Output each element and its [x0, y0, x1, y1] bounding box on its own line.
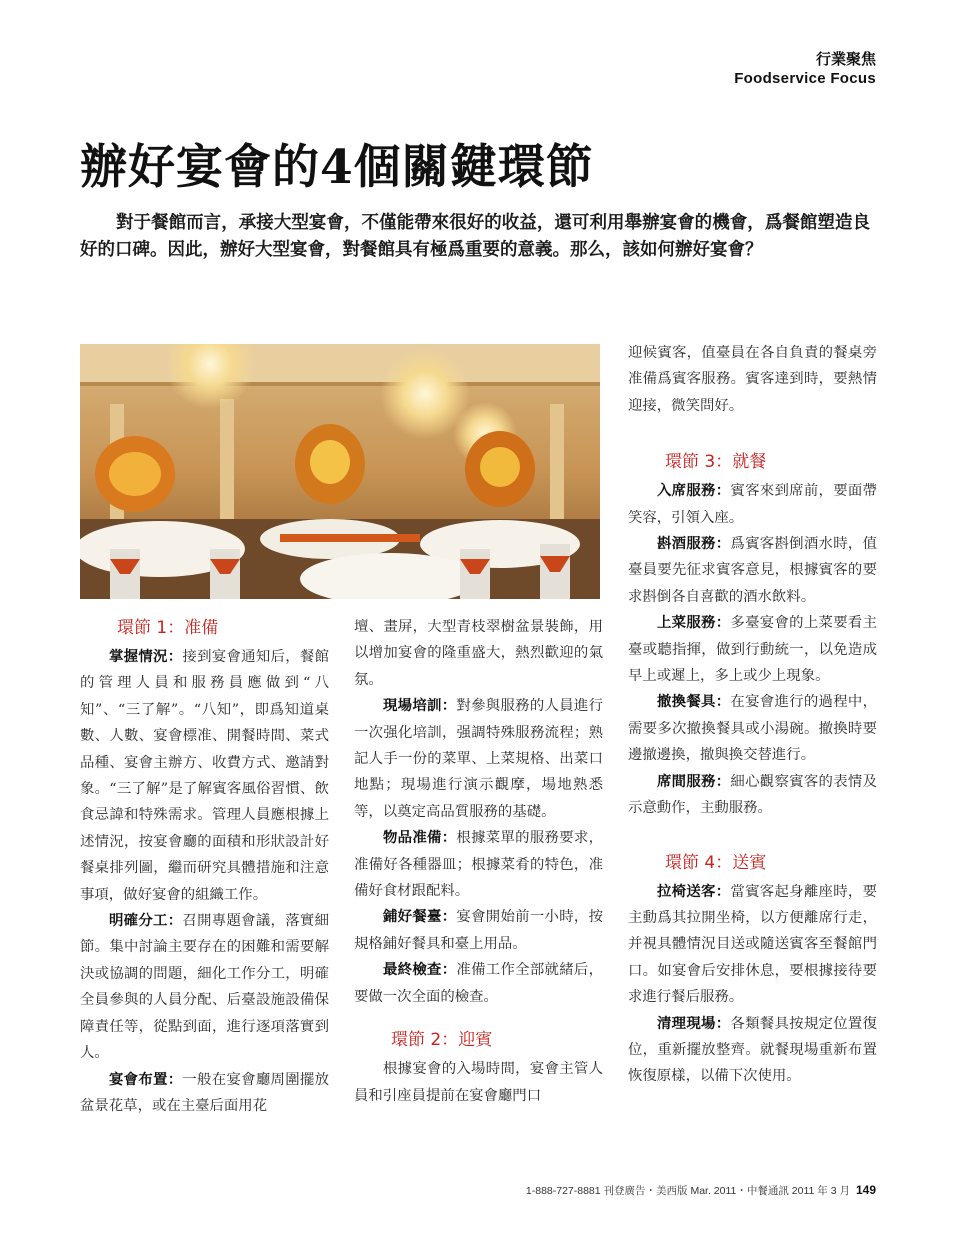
paragraph-text: 壇、畫屏，大型青枝翠樹盆景裝飾，用以增加宴會的隆重盛大，熱烈歡迎的氣氛。: [354, 619, 603, 688]
paragraph-label: 掌握情況：: [109, 648, 183, 665]
paragraph-decoration: [80, 1067, 329, 1120]
paragraph-text: 賓客來到席前，要面帶笑容，引領入座。: [628, 483, 877, 526]
paragraph-supplies: [354, 825, 603, 904]
paragraph-label: 物品准備：: [383, 829, 457, 847]
footer-text: 1-888-727-8881 刊登廣告・美西版 Mar. 2011・中餐通訊 2011 年 3 月: [525, 1185, 850, 1197]
paragraph-text: 爲賓客斟倒酒水時，值臺員要先征求賓客意見，根據賓客的要求斟倒各自喜歡的酒水飲料。: [628, 536, 877, 605]
paragraph-text: 多臺宴會的上菜要看主臺或聽指揮，做到行動統一，以免造成早上或遲上，多上或少上現象。: [628, 615, 877, 685]
paragraph-text: 准備工作全部就緒后，要做一次全面的檢查。: [354, 962, 603, 1005]
paragraph-label: 明確分工：: [109, 912, 183, 930]
intro-paragraph: 對于餐館而言，承接大型宴會，不僅能帶來很好的收益，還可利用舉辦宴會的機會，爲餐館塑造良好的口碑。因此，辦好大型宴會，對餐館具有極爲重要的意義。那么，該如何辦好宴會？: [80, 213, 870, 260]
paragraph-text: 根據宴會的入場時間，宴會主管人員和引座員提前在宴會廳門口: [354, 1061, 603, 1104]
paragraph-text: 接到宴會通知后，餐館的管理人員和服務員應做到“八知”、“三了解”。“八知”，即爲知道桌數、人數、宴會標准、開餐時間、菜式品種、宴會主辦方、收費方式、邀請對象。“三了解”是了解賓客風俗習慣、飲食忌諱和特殊需求。管理人員應根據上述情況，按宴會廳的面積和形狀設計好餐桌排列圖，繼而研究具體措施和注意事項，做好宴會的組織工作。: [80, 649, 329, 903]
paragraph-text: 迎候賓客，值臺員在各自負責的餐桌旁准備爲賓客服務。賓客達到時，要熱情迎接，微笑問好。: [628, 345, 877, 414]
paragraph-label: 入席服務：: [657, 482, 731, 500]
paragraph-text: 一般在宴會廳周圍擺放盆景花草，或在主臺后面用花: [80, 1071, 329, 1114]
section-heading-dining: 環節 3：就餐: [665, 452, 767, 473]
paragraph-wine: [628, 531, 877, 610]
paragraph-seeing-off: [628, 879, 877, 1011]
section-heading-welcome: 環節 2：迎賓: [391, 1030, 493, 1051]
paragraph-text: 當賓客起身離座時，要主動爲其拉開坐椅，以方便離席行走，并視具體情況目送或隨送賓客至餐館門口。如宴會后安排休息，要根據接待要求進行餐后服務。: [628, 883, 877, 1006]
paragraph-text: 對參與服務的人員進行一次强化培訓，强調特殊服務流程；熟記人手一份的菜單、上菜規格、出菜口地點；現場進行演示觀摩，場地熟悉等，以奠定高品質服務的基礎。: [354, 698, 603, 820]
paragraph-serving: [628, 610, 877, 689]
section-title-cn: 行業聚焦: [815, 50, 876, 68]
paragraph-text: 根據菜單的服務要求，准備好各種器皿；根據菜肴的特色，准備好食材跟配料。: [354, 830, 603, 900]
paragraph-division: [80, 908, 329, 1066]
section-heading-prepare: 環節 1：准備: [117, 618, 219, 638]
paragraph-welcome: [354, 1056, 603, 1109]
paragraph-label: 現場培訓：: [383, 697, 457, 715]
paragraph-label: 清理現場：: [657, 1014, 731, 1032]
column-3: [628, 340, 877, 1090]
paragraph-text: 在宴會進行的過程中，需要多次撤換餐具或小湯碗。撤換時要邊撤邊換，撤與換交替進行。: [628, 694, 877, 764]
paragraph-label: 斟酒服務：: [657, 535, 731, 553]
paragraph-text: 召開專題會議，落實細節。集中討論主要存在的困難和需要解決或協調的問題，細化工作分工，明確全員參與的人員分配、后臺設施設備保障責任等，從點到面，進行逐項落實到人。: [80, 913, 329, 1062]
paragraph-situation: [80, 644, 329, 908]
paragraph-label: 拉椅送客：: [657, 882, 731, 900]
section-title-en: Foodservice Focus: [734, 70, 876, 87]
column-1: [80, 615, 329, 1119]
column-2: [354, 614, 603, 1109]
paragraph-final-check: [354, 957, 603, 1010]
paragraph-label: 最終檢查：: [383, 961, 457, 979]
paragraph-training: [354, 693, 603, 825]
paragraph-text: 細心觀察賓客的表情及示意動作，主動服務。: [628, 773, 877, 817]
paragraph-label: 宴會布置：: [109, 1070, 183, 1088]
paragraph-label: 撤換餐具：: [657, 693, 731, 711]
paragraph-text: 各類餐具按規定位置復位，重新擺放整齊。就餐現場重新布置恢復原樣，以備下次使用。: [628, 1015, 877, 1085]
paragraph-cleanup: [628, 1011, 877, 1090]
paragraph-table-setting: [354, 904, 603, 957]
page-footer: [440, 1183, 876, 1198]
paragraph-label: 鋪好餐臺：: [383, 908, 457, 926]
paragraph-label: 上菜服務：: [657, 614, 731, 632]
paragraph-seating: [628, 478, 877, 531]
paragraph-table-service: [628, 769, 877, 822]
paragraph-continued: [354, 614, 603, 693]
page-number: 149: [855, 1183, 876, 1197]
article-intro: [80, 210, 870, 264]
paragraph-tableware: [628, 689, 877, 768]
paragraph-text: 宴會開始前一小時，按規格鋪好餐具和臺上用品。: [354, 909, 603, 952]
banquet-hall-photo: [80, 344, 600, 599]
paragraph-label: 席間服務：: [657, 772, 731, 790]
paragraph-continued: [628, 340, 877, 419]
section-heading-farewell: 環節 4：送賓: [665, 852, 767, 873]
article-title: 辦好宴會的4個關鍵環節: [80, 140, 594, 195]
